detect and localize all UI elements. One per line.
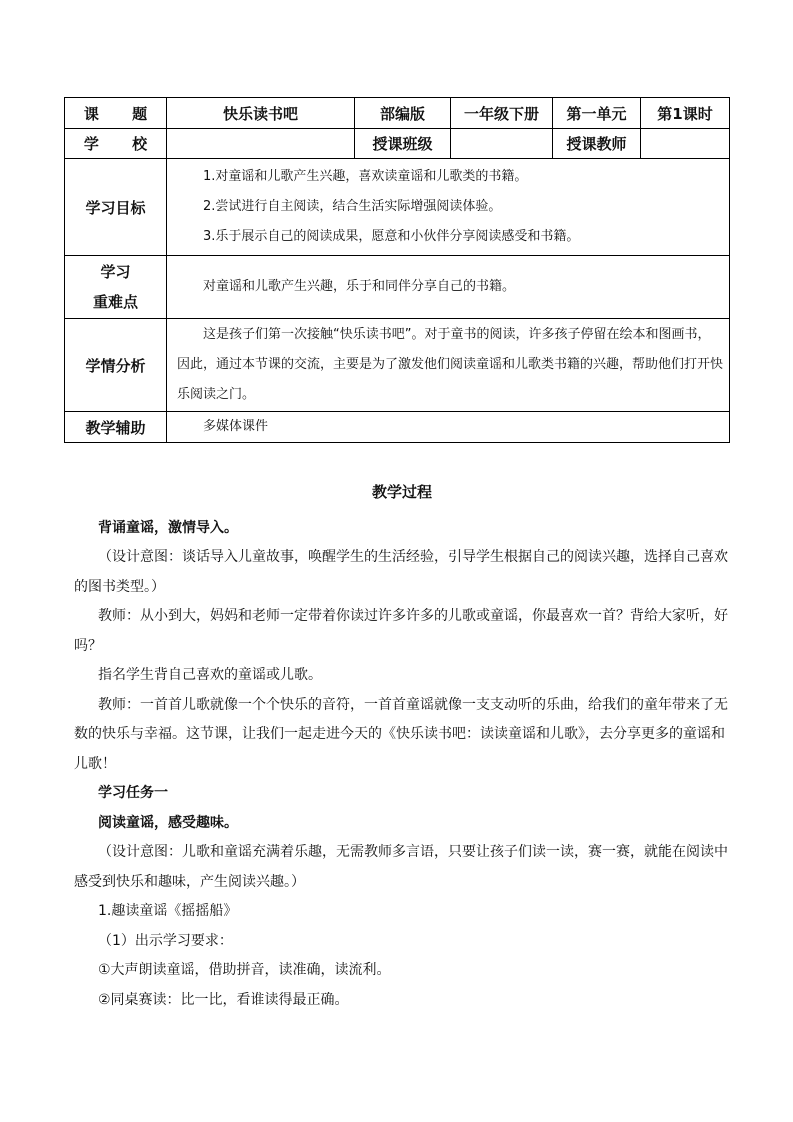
table-row [65,256,730,319]
activity-item: ①大声朗读童谣，借助拼音，读准确，读流利。 [98,962,391,978]
design-intent: （设计意图：谈话导入儿童故事，唤醒学生的生活经验，引导学生根据自己的阅读兴趣，选择自己喜欢的图书类型。） [74,549,728,595]
goal-item: 3.乐于展示自己的阅读成果，愿意和小伙伴分享阅读感受和书籍。 [203,229,580,244]
instruction-line: 指名学生背自己喜欢的童谣或儿歌。 [98,667,322,683]
school-value [167,129,355,159]
goal-item: 1.对童谣和儿歌产生兴趣，喜欢读童谣和儿歌类的书籍。 [203,169,528,184]
activity-item: （1）出示学习要求： [98,932,233,949]
grade-cell: 一年级下册 [451,98,553,129]
class-value [451,129,553,159]
activity-item: ②同桌赛读：比一比，看谁读得最正确。 [98,991,349,1008]
step-heading: 背诵童谣，激情导入。 [98,519,238,536]
keypoints-content: 对童谣和儿歌产生兴趣，乐于和同伴分享自己的书籍。 [167,256,730,319]
keypoints-label-line2: 重难点 [92,293,138,311]
goals-label: 学习目标 [65,159,167,256]
keypoints-label [65,256,167,319]
activity-item: 1.趣读童谣《摇摇船》 [98,903,238,919]
class-label: 授课班级 [355,129,451,159]
edition-cell: 部编版 [355,98,451,129]
lesson-info-table [64,97,730,443]
analysis-label: 学情分析 [65,319,167,412]
teaching-process [74,478,730,1015]
table-row [65,319,730,412]
keypoints-label-line1: 学习 [100,263,131,281]
aids-label: 教学辅助 [65,412,167,443]
topic-label: 课 题 [65,98,167,129]
goals-content [167,159,730,256]
design-intent: （设计意图：儿歌和童谣充满着乐趣，无需教师多言语，只要让孩子们读一读，赛一赛，就能在阅读中感受到快乐和趣味，产生阅读兴趣。） [74,844,728,890]
table-row [65,129,730,159]
analysis-content: 这是孩子们第一次接触“快乐读书吧”。对于童书的阅读，许多孩子停留在绘本和图画书，因此，通过本节课的交流，主要是为了激发他们阅读童谣和儿歌类书籍的兴趣，帮助他们打开快乐阅读之门。 [167,319,730,412]
teacher-line: 教师：一首首儿歌就像一个个快乐的音符，一首首童谣就像一支支动听的乐曲，给我们的童年带来了无数的快乐与幸福。这节课，让我们一起走进今天的《快乐读书吧：读读童谣和儿歌》，去分享更多的童谣和儿歌！ [74,696,728,772]
goal-item: 2.尝试进行自主阅读，结合生活实际增强阅读体验。 [203,199,502,214]
teacher-value [641,129,730,159]
lesson-title: 快乐读书吧 [167,98,355,129]
table-row [65,412,730,443]
step-heading: 阅读童谣，感受趣味。 [98,814,238,831]
section-title: 教学过程 [371,483,432,501]
school-label: 学 校 [65,129,167,159]
teacher-line: 教师：从小到大，妈妈和老师一定带着你读过许多许多的儿歌或童谣，你最喜欢一首？背给大家听，好吗？ [74,608,728,654]
teacher-label: 授课教师 [553,129,641,159]
table-row [65,159,730,256]
unit-cell: 第一单元 [553,98,641,129]
aids-content: 多媒体课件 [167,412,730,443]
task-heading: 学习任务一 [98,785,168,801]
table-row [65,98,730,129]
lesson-number-cell: 第1课时 [641,98,730,129]
